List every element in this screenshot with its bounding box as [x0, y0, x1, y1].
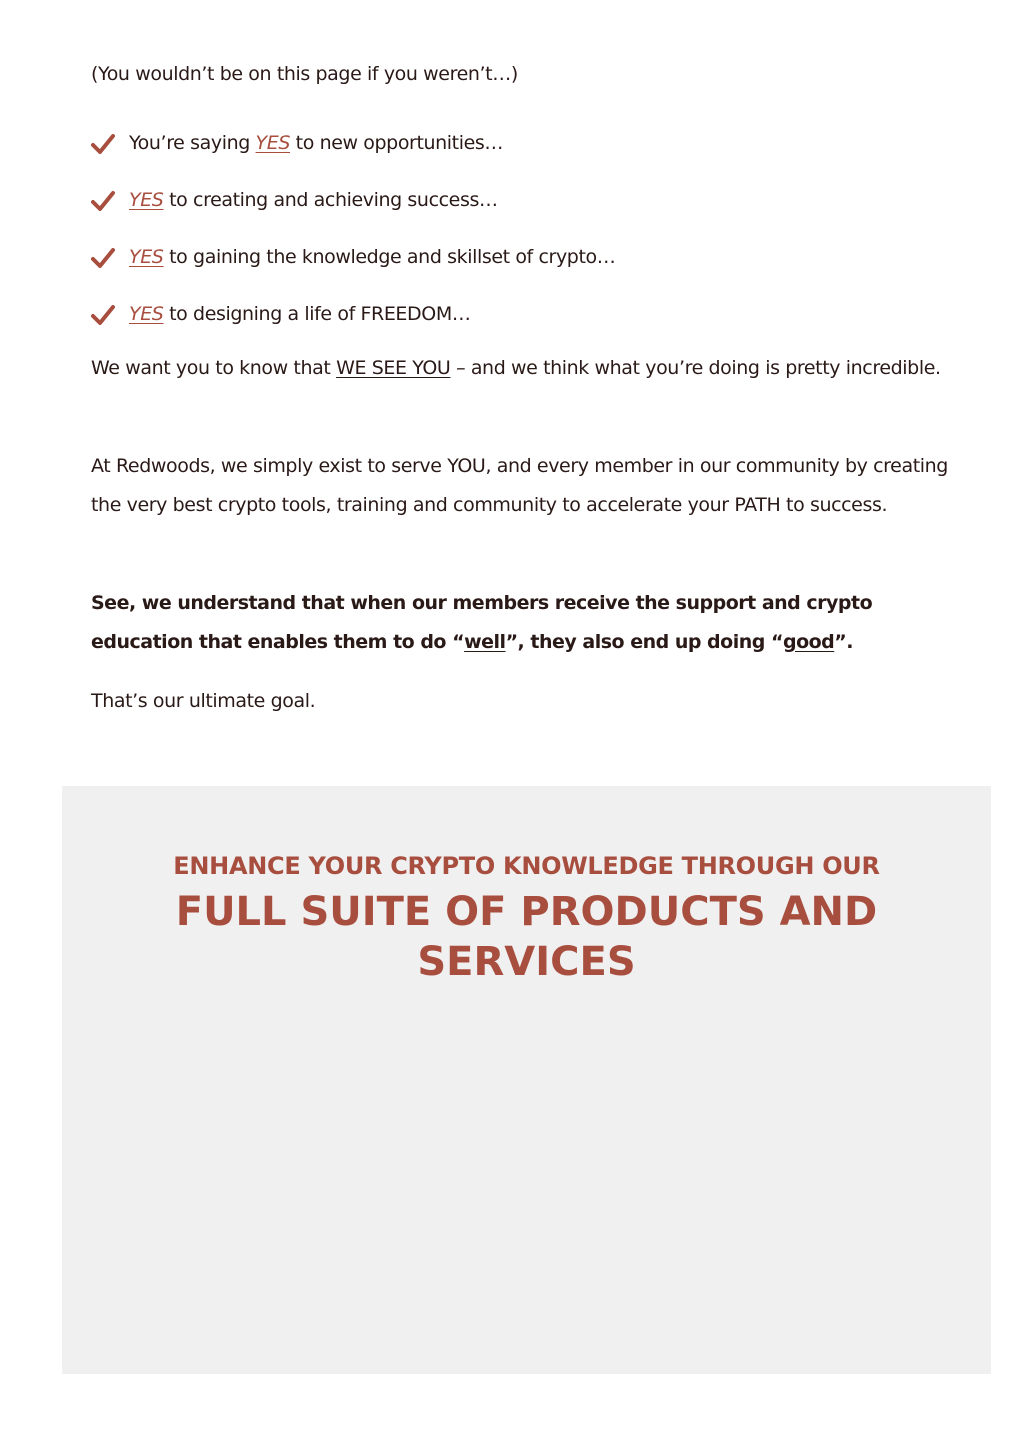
mission-text-3: ”.: [834, 630, 853, 653]
checkmark-icon: [91, 303, 115, 327]
we-see-you-emphasis: WE SEE YOU: [336, 357, 451, 379]
yes-emphasis: YES: [129, 246, 164, 268]
mission-text-2: ”, they also end up doing “: [505, 630, 783, 653]
products-panel: [62, 786, 991, 1374]
mission-text-1: See, we understand that when our members receive the support and crypto education that enables them to do “: [91, 592, 873, 653]
checkmark-icon: [91, 132, 115, 156]
goal-paragraph: That’s our ultimate goal.: [91, 690, 316, 712]
well-emphasis: well: [464, 630, 506, 653]
see-you-paragraph: [91, 349, 971, 388]
yes-emphasis: YES: [255, 132, 291, 154]
checklist-suffix: to gaining the knowledge and skillset of crypto…: [163, 246, 616, 268]
checklist-suffix: to creating and achieving success…: [163, 189, 498, 211]
redwoods-paragraph: At Redwoods, we simply exist to serve YOU, and every member in our community by creating the very best crypto tools, training and community to accelerate your PATH to success.: [91, 455, 948, 516]
checklist-prefix: You’re saying: [129, 132, 256, 154]
checklist-text: [129, 242, 615, 272]
panel-title: FULL SUITE OF PRODUCTS AND SERVICES: [175, 889, 878, 985]
mission-paragraph: [91, 584, 971, 661]
good-emphasis: good: [782, 630, 835, 653]
checklist-text: [129, 185, 498, 215]
checklist-suffix: to designing a life of FREEDOM…: [163, 303, 471, 325]
yes-emphasis: YES: [129, 303, 164, 325]
intro-text: (You wouldn’t be on this page if you weren’t…): [91, 63, 518, 85]
see-you-prefix: We want you to know that: [91, 357, 337, 379]
checklist-text: [129, 128, 503, 158]
checkmark-icon: [91, 189, 115, 213]
panel-kicker: ENHANCE YOUR CRYPTO KNOWLEDGE THROUGH OUR: [173, 852, 880, 880]
checklist-suffix: to new opportunities…: [290, 132, 503, 154]
yes-emphasis: YES: [129, 189, 164, 211]
see-you-suffix: – and we think what you’re doing is pretty incredible.: [450, 357, 941, 379]
checklist-text: [129, 299, 470, 329]
checkmark-icon: [91, 246, 115, 270]
